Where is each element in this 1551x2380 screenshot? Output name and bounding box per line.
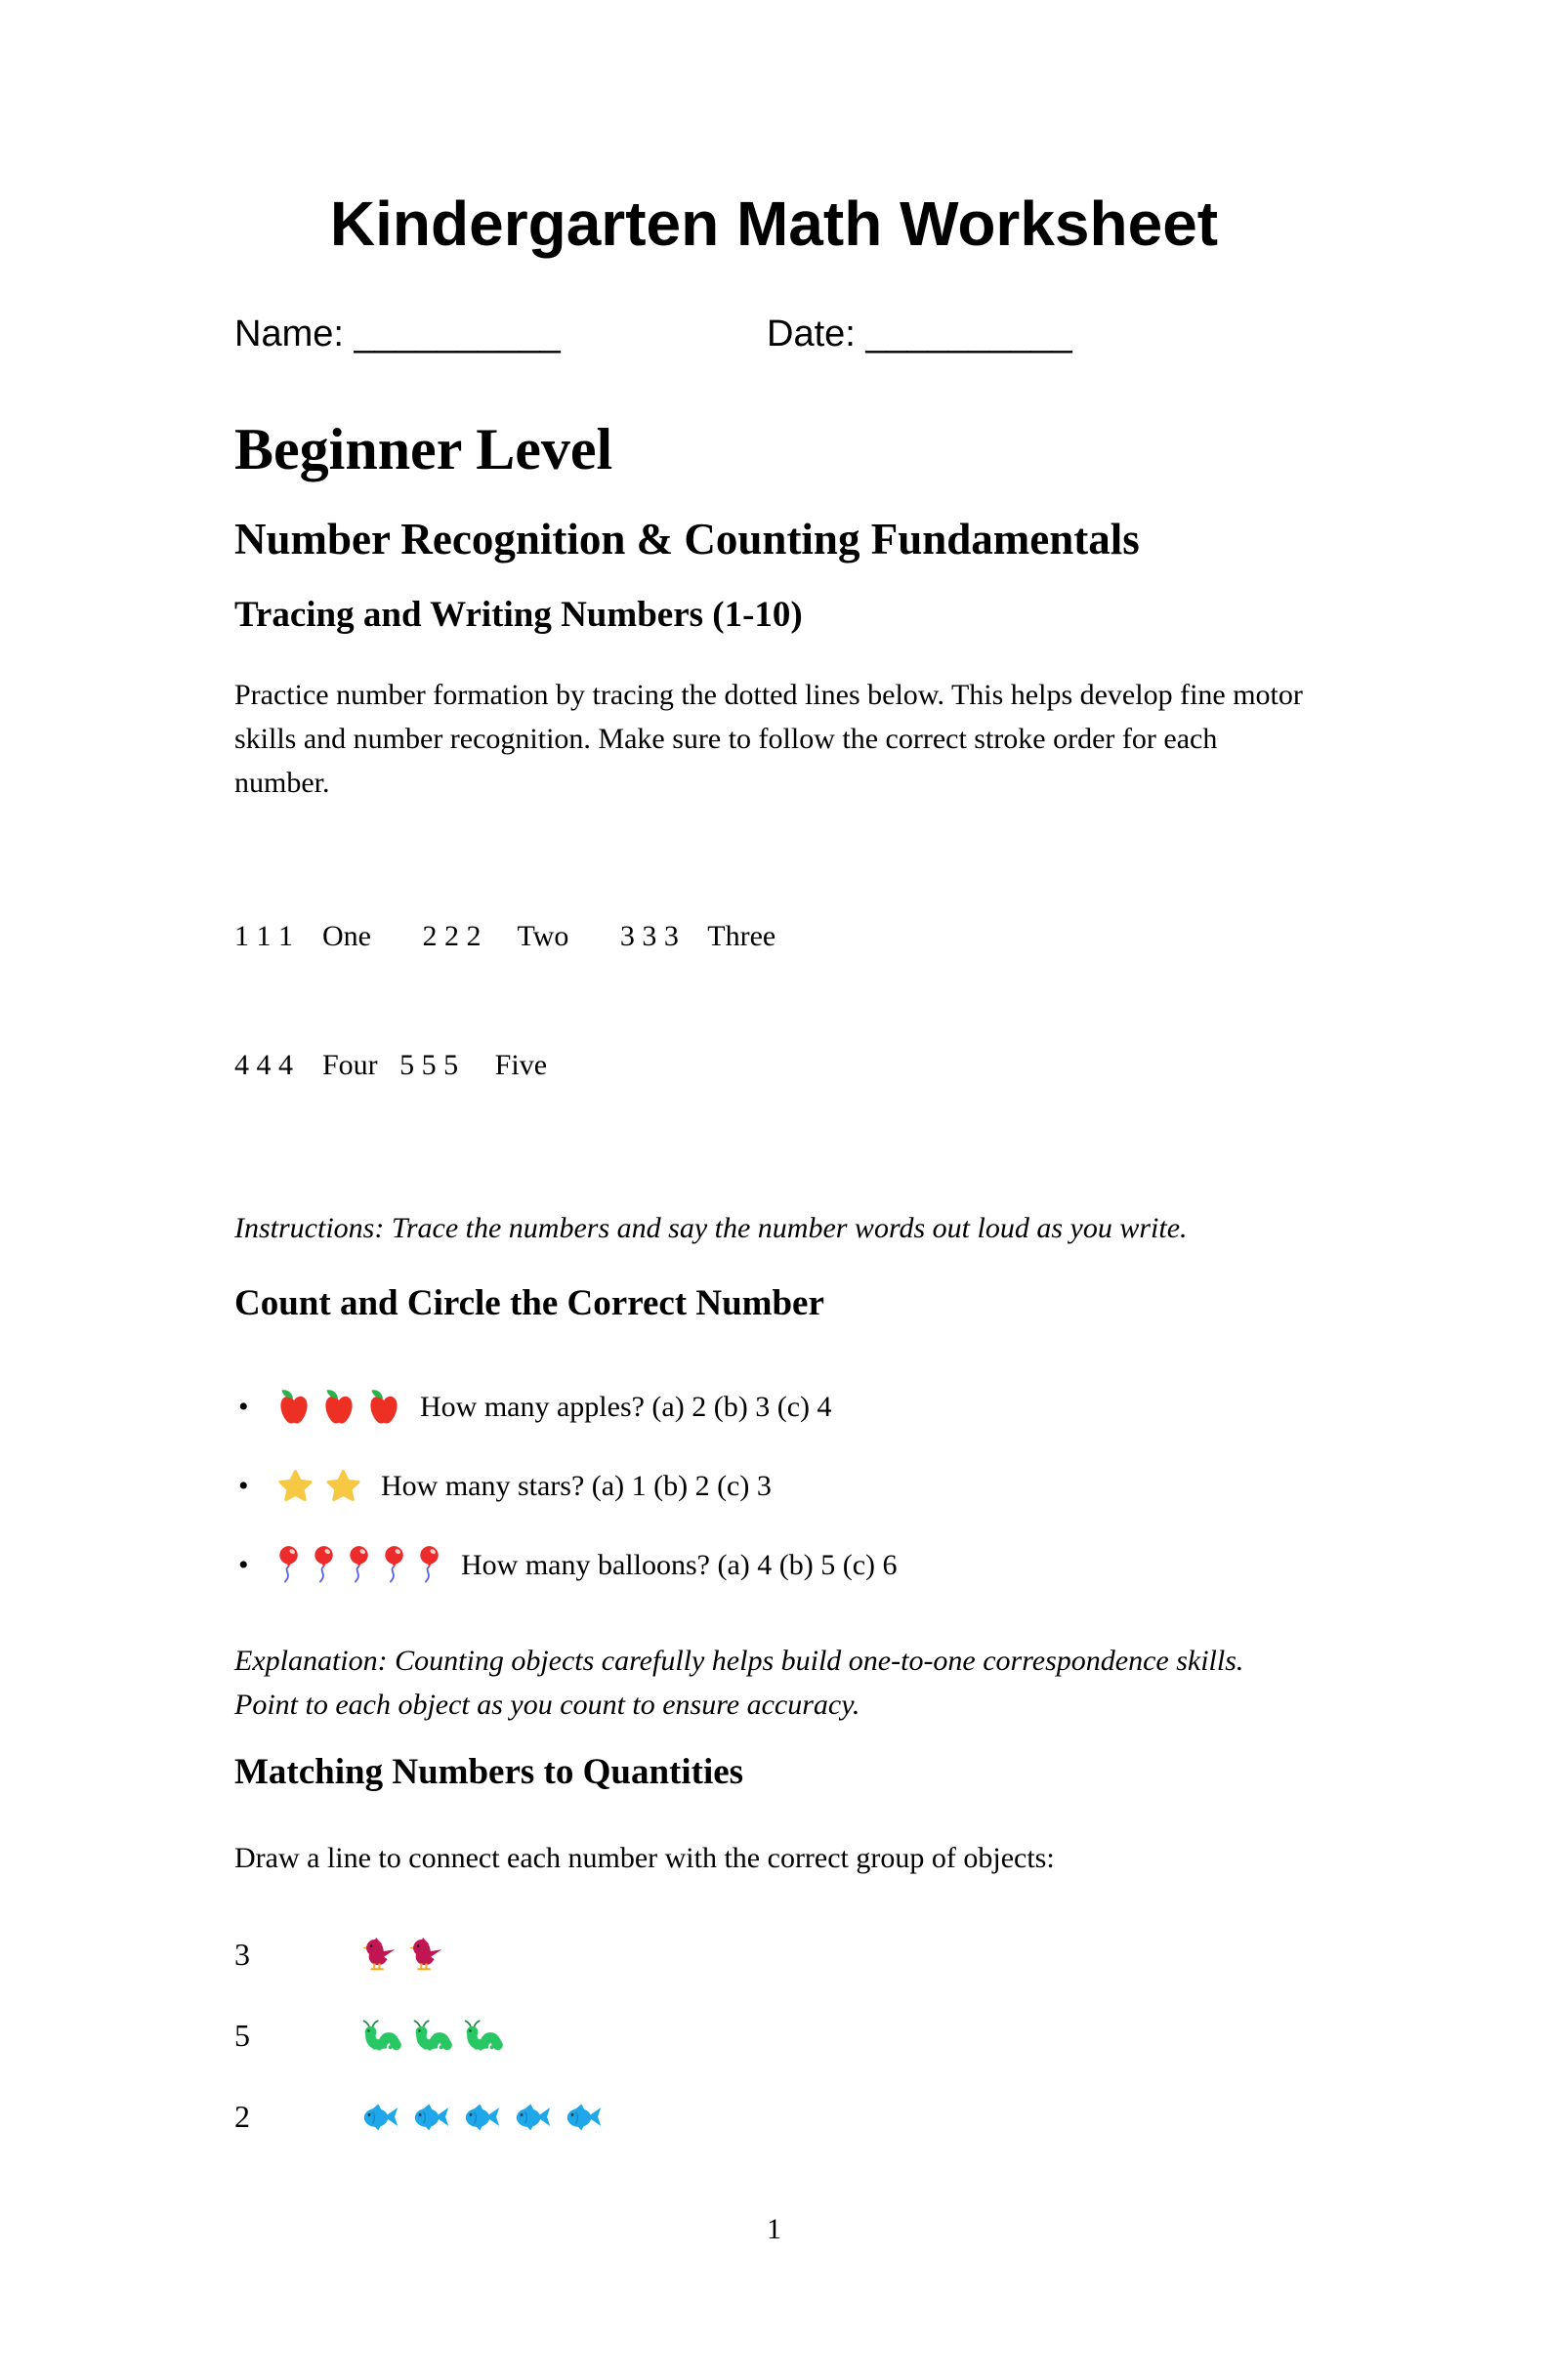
counting-item-apples <box>234 1385 1314 1429</box>
matching-intro: Draw a line to connect each number with the correct group of objects: <box>234 1842 1055 1874</box>
bullet-icon: • <box>238 1549 249 1581</box>
apple-icon <box>367 1389 400 1426</box>
fish-icon <box>361 2103 400 2131</box>
name-date-row <box>234 312 1314 356</box>
counting-question: How many stars? (a) 1 (b) 2 (c) 3 <box>381 1470 772 1502</box>
match-number: 5 <box>234 2018 250 2053</box>
level-heading: Beginner Level <box>234 417 613 481</box>
star-icon-group <box>277 1469 373 1503</box>
name-blank-line: __________ <box>343 313 561 355</box>
apple-icon <box>322 1389 356 1426</box>
caterpillar-icon <box>361 2018 400 2053</box>
date-field <box>767 312 1072 356</box>
balloon-icon <box>383 1545 406 1585</box>
balloon-icon <box>418 1545 441 1585</box>
balloon-icon <box>348 1545 371 1585</box>
balloon-icon-group <box>277 1545 453 1585</box>
worksheet-page <box>0 188 1551 2380</box>
tracing-line-2: 4 4 4 Four 5 5 5 Five <box>234 1049 548 1081</box>
caterpillar-icon <box>463 2018 502 2053</box>
star-icon <box>325 1469 361 1503</box>
fish-icon <box>514 2103 553 2131</box>
topic-heading: Number Recognition & Counting Fundamentals <box>234 515 1140 564</box>
match-number: 3 <box>234 1937 250 1972</box>
match-number: 2 <box>234 2099 250 2134</box>
counting-question: How many balloons? (a) 4 (b) 5 (c) 6 <box>461 1549 898 1581</box>
match-row-caterpillars <box>234 2011 1314 2060</box>
fish-icon <box>412 2103 451 2131</box>
counting-item-balloons <box>234 1543 1314 1587</box>
tracing-practice-lines <box>234 829 1314 1173</box>
counting-heading: Count and Circle the Correct Number <box>234 1283 824 1323</box>
apple-icon-group <box>277 1389 412 1426</box>
date-blank-line: __________ <box>855 313 1072 355</box>
bullet-icon: • <box>238 1470 249 1502</box>
star-icon <box>277 1469 314 1503</box>
bird-icon <box>361 1937 397 1972</box>
counting-item-stars <box>234 1464 1314 1508</box>
counting-explanation: Explanation: Counting objects carefully helps build one-to-one correspondence skills. Point to each object as you count to ensure accuracy. <box>234 1645 1244 1721</box>
tracing-intro-paragraph: Practice number formation by tracing the dotted lines below. This helps develop fine motor skills and number recognition. Make sure to follow the correct stroke order for each number. <box>234 679 1303 799</box>
counting-question-list <box>234 1385 1314 1587</box>
bird-icon-group <box>361 1937 455 1972</box>
name-field <box>234 312 767 356</box>
tracing-heading: Tracing and Writing Numbers (1-10) <box>234 595 803 635</box>
name-label: Name: <box>234 313 344 355</box>
matching-exercise <box>234 1930 1314 2141</box>
matching-heading: Matching Numbers to Quantities <box>234 1752 744 1792</box>
fish-icon <box>463 2103 502 2131</box>
tracing-instructions: Instructions: Trace the numbers and say the number words out loud as you write. <box>234 1212 1188 1244</box>
match-row-fish <box>234 2092 1314 2141</box>
balloon-icon <box>313 1545 336 1585</box>
fish-icon <box>565 2103 604 2131</box>
counting-question: How many apples? (a) 2 (b) 3 (c) 4 <box>420 1391 832 1423</box>
fish-icon-group <box>361 2103 615 2131</box>
caterpillar-icon-group <box>361 2018 514 2053</box>
caterpillar-icon <box>412 2018 451 2053</box>
bullet-icon: • <box>238 1391 249 1423</box>
balloon-icon <box>277 1545 301 1585</box>
page-title: Kindergarten Math Worksheet <box>329 188 1219 259</box>
match-row-birds <box>234 1930 1314 1979</box>
bird-icon <box>408 1937 443 1972</box>
date-label: Date: <box>767 313 856 355</box>
tracing-line-1: 1 1 1 One 2 2 2 Two 3 3 3 Three <box>234 920 776 952</box>
apple-icon <box>277 1389 311 1426</box>
page-number: 1 <box>767 2213 781 2245</box>
